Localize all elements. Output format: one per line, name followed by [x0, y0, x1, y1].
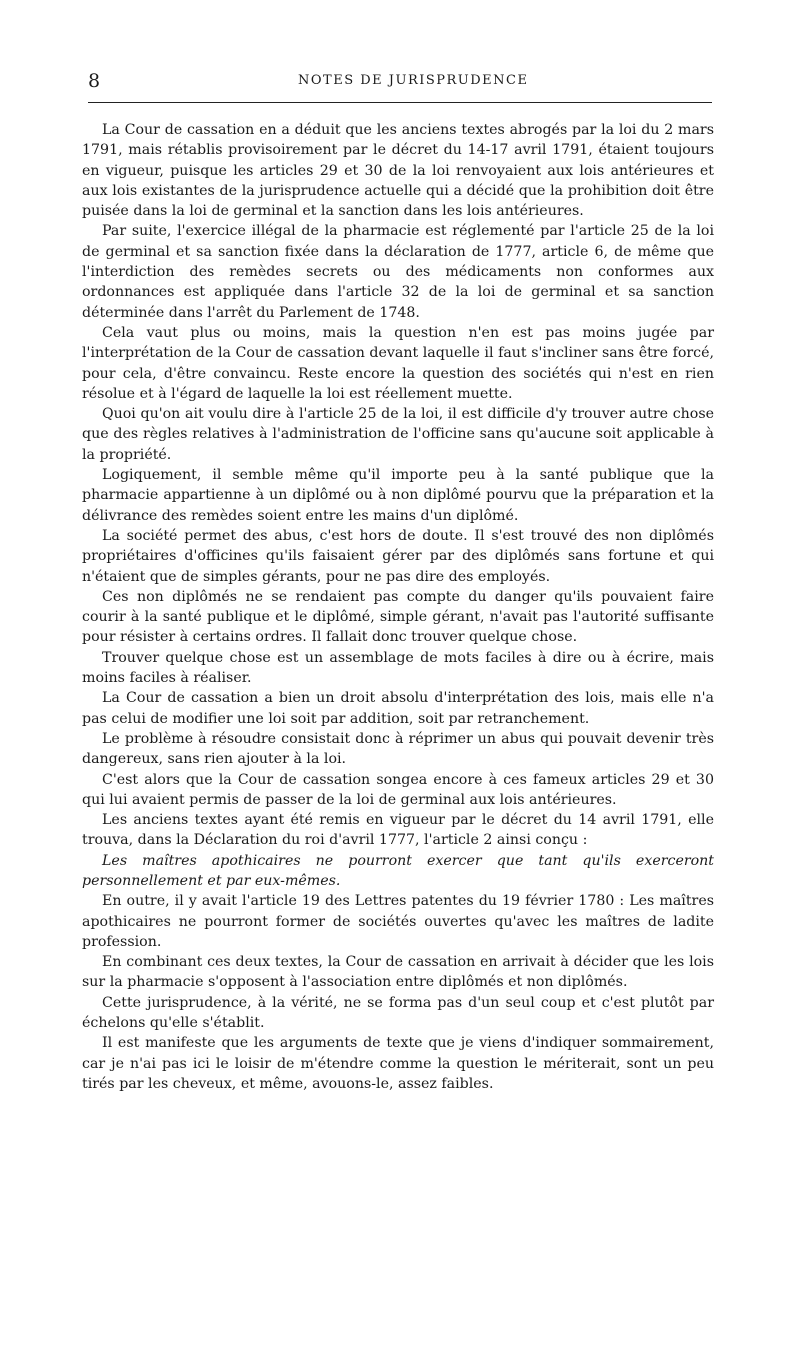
paragraph: La Cour de cassation en a déduit que les anciens textes abrogés par la loi du 2 mars 1791, mais rétablis provisoirement par le décret du 14-17 avril 1791, étaient toujours en vigueur, puisque les articles 29 et 30 de la loi renvoyaient aux lois antérieures et aux lois existantes de la jurisprudence actuelle qui a décidé que la prohibition doit être puisée dans la loi de germinal et la sanction dans les lois antérieures.	[82, 122, 714, 220]
paragraph: La Cour de cassation a bien un droit absolu d'interprétation des lois, mais elle n'a pas celui de modifier une loi soit par addition, soit par retranchement.	[82, 690, 714, 727]
running-title: NOTES DE JURISPRUDENCE	[298, 73, 529, 88]
paragraph: Par suite, l'exercice illégal de la pharmacie est réglementé par l'article 25 de la loi de germinal et sa sanction fixée dans la déclaration de 1777, article 6, de même que l'interdiction des remèdes secrets ou des médicaments non conformes aux ordonnances est appliquée dans l'article 32 de la loi de germinal et sa sanction déterminée dans l'arrêt du Parlement de 1748.	[82, 223, 714, 321]
paragraph: La société permet des abus, c'est hors de doute. Il s'est trouvé des non diplômés propriétaires d'officines qu'ils faisaient gérer par des diplômés sans fortune et qui n'étaient que de simples gérants, pour ne pas dire des employés.	[82, 527, 714, 585]
paragraph: Quoi qu'on ait voulu dire à l'article 25 de la loi, il est difficile d'y trouver autre chose que des règles relatives à l'administration de l'officine sans qu'aucune soit applicable à la propriété.	[82, 406, 714, 463]
paragraph: Le problème à résoudre consistait donc à réprimer un abus qui pouvait devenir très dangereux, sans rien ajouter à la loi.	[82, 730, 714, 768]
paragraph: En combinant ces deux textes, la Cour de cassation en arrivait à décider que les lois sur la pharmacie s'opposent à l'association entre diplômés et non diplômés.	[82, 954, 714, 991]
paragraph: Logiquement, il semble même qu'il importe peu à la santé publique que la pharmacie appartienne à un diplômé ou à non diplômé pourvu que la préparation et la délivrance des remèdes soient entre les mains d'un diplômé.	[82, 467, 714, 524]
paragraph: Cela vaut plus ou moins, mais la question n'en est pas moins jugée par l'interprétation de la Cour de cassation devant laquelle il faut s'incliner sans être forcé, pour cela, d'être convaincu. Reste encore la question des sociétés qui n'est en rien résolue et à l'égard de laquelle la loi est réellement muette.	[82, 324, 714, 402]
page-header	[88, 70, 712, 92]
paragraph: Trouver quelque chose est un assemblage de mots faciles à dire ou à écrire, mais moins faciles à réaliser.	[82, 649, 714, 687]
page-number: 8	[88, 70, 101, 92]
paragraph: Ces non diplômés ne se rendaient pas compte du danger qu'ils pouvaient faire courir à la santé publique et le diplômé, simple gérant, n'avait pas l'autorité suffisante pour résister à certains ordres. Il fallait donc trouver quelque chose.	[82, 588, 714, 646]
body-text	[82, 120, 714, 1094]
header-rule	[88, 102, 712, 103]
paragraph: C'est alors que la Cour de cassation songea encore à ces fameux articles 29 et 30 qui lui avaient permis de passer de la loi de germinal aux lois antérieures.	[82, 771, 714, 808]
paragraph: En outre, il y avait l'article 19 des Lettres patentes du 19 février 1780 : Les maîtres apothicaires ne pourront former de sociétés ouvertes qu'avec les maîtres de ladite profession.	[82, 893, 714, 950]
paragraph: Cette jurisprudence, à la vérité, ne se forma pas d'un seul coup et c'est plutôt par échelons qu'elle s'établit.	[82, 994, 714, 1032]
paragraph: Il est manifeste que les arguments de texte que je viens d'indiquer sommairement, car je n'ai pas ici le loisir de m'étendre comme la question le mériterait, sont un peu tirés par les cheveux, et même, avouons-le, assez faibles.	[82, 1035, 714, 1092]
quoted-article: Les maîtres apothicaires ne pourront exercer que tant qu'ils exerceront personnellement et par eux-mêmes.	[82, 852, 714, 889]
paragraph: Les anciens textes ayant été remis en vigueur par le décret du 14 avril 1791, elle trouva, dans la Déclaration du roi d'avril 1777, l'article 2 ainsi conçu :	[82, 812, 714, 849]
